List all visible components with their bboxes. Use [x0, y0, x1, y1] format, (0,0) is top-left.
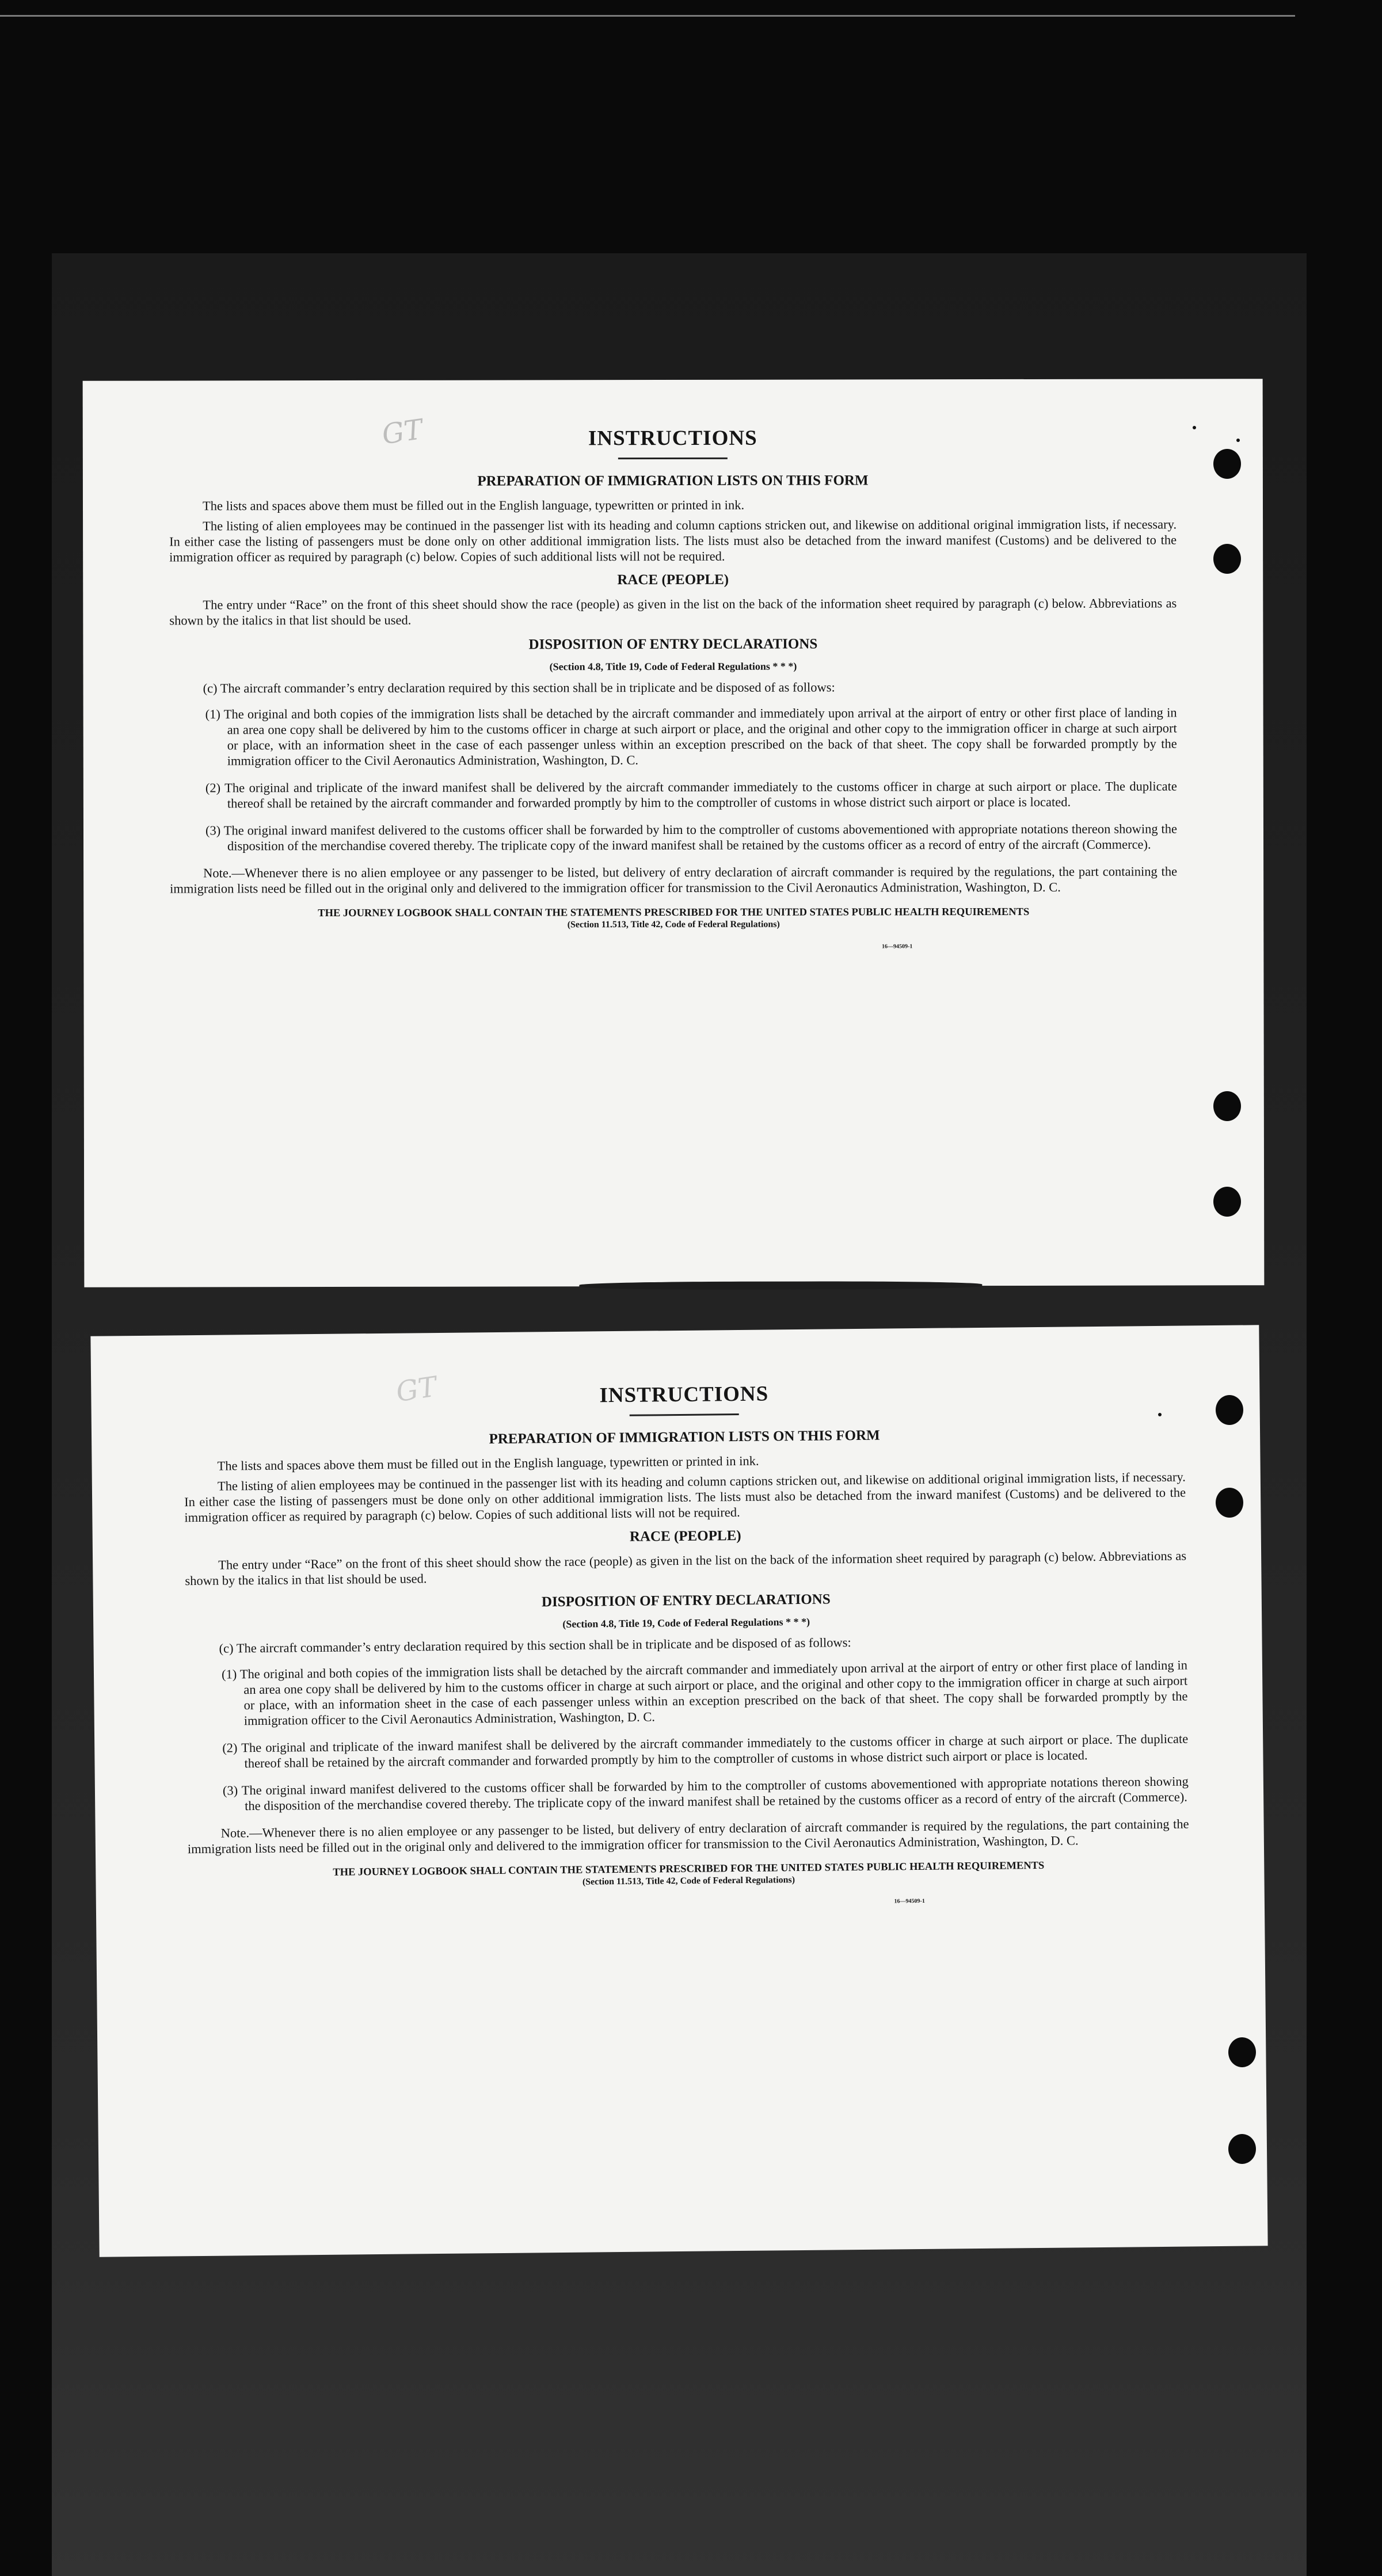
paragraph-alien-employees: The listing of alien employees may be continued in the passenger list with its heading and column captions stricken out, and likewise on additional original immigration lists, if necessary. In either case the listing of passengers must be done only on other additional immigration lists. The lists must also be detached from the inward manifest (Customs) and be delivered to the immigration officer as required by paragraph (c) below. Copies of such additional lists will not be required.	[169, 517, 1177, 565]
list-item: (2) The original and triplicate of the inward manifest shall be delivered by the aircraft commander immediately to the customs officer in charge at such airport or place. The duplicate thereof shall be retained by the aircraft commander and forwarded promptly by him to the comptroller of customs in whose district such airport or place is located.	[222, 1731, 1189, 1771]
footer-citation: (Section 11.513, Title 42, Code of Federal Regulations)	[582, 1875, 795, 1887]
section-heading-race: RACE (PEOPLE)	[629, 1527, 741, 1545]
note-paragraph: Note.—Whenever there is no alien employee or any passenger to be listed, but delivery of entry declaration of aircraft commander is required by the regulations, the part containing the immigration lists need be filled out in the original only and delivered to the immigration officer for transmission to the Civil Aeronautics Administration, Washington, D. C.	[170, 864, 1178, 896]
list-item: (2) The original and triplicate of the inward manifest shall be delivered by the aircraft commander immediately to the customs officer in charge at such airport or place. The duplicate thereof shall be retained by the aircraft commander and forwarded promptly by him to the comptroller of customs in whose district such airport or place is located.	[205, 779, 1177, 811]
punch-hole	[1213, 449, 1241, 479]
punch-hole	[1216, 1395, 1243, 1425]
handwritten-mark: GT	[394, 1370, 439, 1409]
section-heading-preparation: PREPARATION OF IMMIGRATION LISTS ON THIS FORM	[489, 1427, 880, 1447]
paragraph-alien-employees: The listing of alien employees may be continued in the passenger list with its heading and column captions stricken out, and likewise on additional original immigration lists, if necessary. In either case the listing of passengers must be done only on other additional immigration lists. The lists must also be detached from the inward manifest (Customs) and be delivered to the immigration officer as required by paragraph (c) below. Copies of such additional lists will not be required.	[184, 1469, 1186, 1525]
paragraph-c: (c) The aircraft commander’s entry declaration required by this section shall be in triplicate and be disposed of as follows:	[219, 1635, 851, 1656]
page-title: INSTRUCTIONS	[599, 1382, 769, 1408]
paragraph-language: The lists and spaces above them must be filled out in the English language, typewritten or printed in ink.	[217, 1453, 759, 1473]
instruction-sheet-lower	[90, 1325, 1267, 2257]
footer-citation: (Section 11.513, Title 42, Code of Federal Regulations)	[567, 919, 780, 930]
list-item: (3) The original inward manifest delivered to the customs officer shall be forwarded by him to the comptroller of customs abovementioned with appropriate notations thereon showing the disposition of the merchandise covered thereby. The triplicate copy of the inward manifest shall be retained by the customs officer as a record of entry of the aircraft (Commerce).	[205, 821, 1178, 853]
sheet-content	[183, 1378, 1190, 1912]
paragraph-race: The entry under “Race” on the front of this sheet should show the race (people) as given in the list on the back of the information sheet required by paragraph (c) below. Abbreviations as shown by the italics in that list should be used.	[169, 596, 1177, 628]
form-code: 16—94509-1	[894, 1897, 925, 1905]
title-rule	[630, 1413, 739, 1416]
speck	[1236, 439, 1240, 442]
punch-hole	[1213, 1091, 1241, 1121]
paragraph-c: (c) The aircraft commander’s entry declaration required by this section shall be in triplicate and be disposed of as follows:	[203, 680, 835, 696]
form-code: 16—94509-1	[881, 943, 913, 950]
film-edge-line	[0, 15, 1295, 17]
title-rule	[618, 458, 728, 459]
speck	[1193, 426, 1196, 429]
section-heading-disposition: DISPOSITION OF ENTRY DECLARATIONS	[528, 636, 818, 653]
disposition-citation: (Section 4.8, Title 19, Code of Federal Regulations * * *)	[549, 660, 797, 673]
list-item: (1) The original and both copies of the immigration lists shall be detached by the aircraft commander and immediately upon arrival at the airport of entry or other first place of landing in an area one copy shall be delivered by him to the customs officer in charge at such airport or place, and the original and other copy to the immigration officer in charge at such airport or place, with an information sheet in the case of each passenger unless within an exception prescribed on the back of that sheet. The copy shall be forwarded promptly by the immigration officer to the Civil Aeronautics Administration, Washington, D. C.	[221, 1657, 1188, 1728]
punch-hole	[1228, 2134, 1256, 2164]
page-title: INSTRUCTIONS	[588, 426, 757, 451]
speck	[1158, 1413, 1162, 1416]
paragraph-language: The lists and spaces above them must be filled out in the English language, typewritten or printed in ink.	[202, 497, 745, 513]
punch-hole	[1213, 1187, 1241, 1217]
instruction-sheet-upper	[83, 379, 1265, 1287]
punch-hole	[1213, 544, 1241, 574]
sheet-content	[169, 425, 1178, 951]
footer-statement: THE JOURNEY LOGBOOK SHALL CONTAIN THE STATEMENTS PRESCRIBED FOR THE UNITED STATES PUBLIC HEALTH REQUIREMENTS	[318, 906, 1030, 920]
disposition-citation: (Section 4.8, Title 19, Code of Federal Regulations * * *)	[562, 1615, 810, 1630]
section-heading-race: RACE (PEOPLE)	[617, 571, 729, 588]
punch-hole	[1228, 2037, 1256, 2067]
list-item: (1) The original and both copies of the immigration lists shall be detached by the aircraft commander and immediately upon arrival at the airport of entry or other first place of landing in an area one copy shall be delivered by him to the customs officer in charge at such airport or place, and the original and other copy to the immigration officer in charge at such airport or place, with an information sheet in the case of each passenger unless within an exception prescribed on the back of that sheet. The copy shall be forwarded promptly by the immigration officer to the Civil Aeronautics Administration, Washington, D. C.	[205, 705, 1177, 768]
torn-edge	[579, 1281, 982, 1290]
punch-hole	[1216, 1488, 1243, 1518]
footer-statement: THE JOURNEY LOGBOOK SHALL CONTAIN THE STATEMENTS PRESCRIBED FOR THE UNITED STATES PUBLIC HEALTH REQUIREMENTS	[333, 1859, 1045, 1878]
paragraph-race: The entry under “Race” on the front of this sheet should show the race (people) as given in the list on the back of the information sheet required by paragraph (c) below. Abbreviations as shown by the italics in that list should be used.	[185, 1548, 1187, 1588]
section-heading-preparation: PREPARATION OF IMMIGRATION LISTS ON THIS FORM	[477, 472, 869, 489]
note-paragraph: Note.—Whenever there is no alien employee or any passenger to be listed, but delivery of entry declaration of aircraft commander is required by the regulations, the part containing the immigration lists need be filled out in the original only and delivered to the immigration officer for transmission to the Civil Aeronautics Administration, Washington, D. C.	[187, 1816, 1189, 1857]
section-heading-disposition: DISPOSITION OF ENTRY DECLARATIONS	[541, 1591, 831, 1610]
list-item: (3) The original inward manifest delivered to the customs officer shall be forwarded by him to the comptroller of customs abovementioned with appropriate notations thereon showing the disposition of the merchandise covered thereby. The triplicate copy of the inward manifest shall be retained by the customs officer as a record of entry of the aircraft (Commerce).	[222, 1774, 1189, 1813]
handwritten-mark: GT	[380, 413, 425, 451]
